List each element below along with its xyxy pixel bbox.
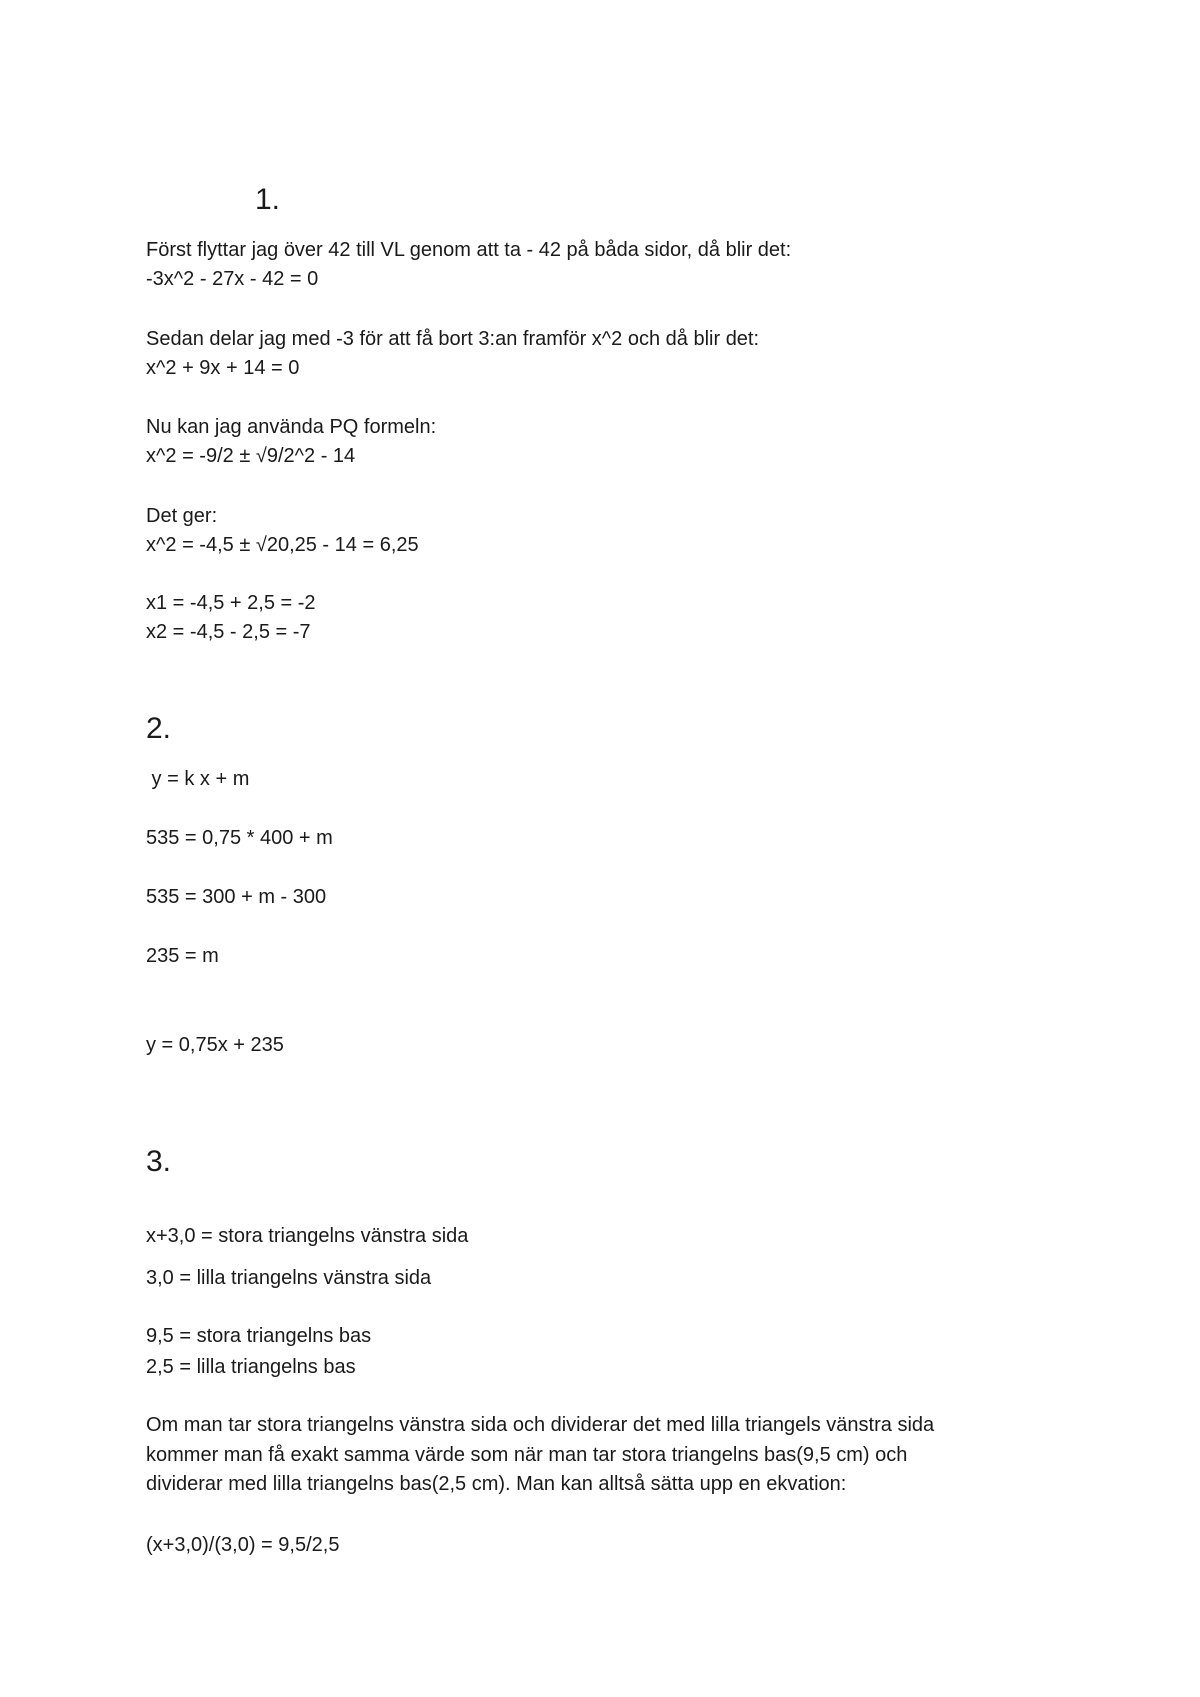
- section-1-line: Nu kan jag använda PQ formeln:: [146, 416, 437, 438]
- section-1-line: Först flyttar jag över 42 till VL genom att ta - 42 på båda sidor, då blir det:: [146, 239, 792, 261]
- section-2-heading: 2.: [146, 712, 172, 745]
- section-2-line: 535 = 300 + m - 300: [146, 886, 327, 908]
- section-3-line: 3,0 = lilla triangelns vänstra sida: [146, 1267, 432, 1289]
- section-3-line: Om man tar stora triangelns vänstra sida och dividerar det med lilla triangels vänstra sida: [146, 1414, 935, 1436]
- section-2-line: y = 0,75x + 235: [146, 1034, 284, 1056]
- section-2-line: 535 = 0,75 * 400 + m: [146, 827, 333, 849]
- section-3-line: 9,5 = stora triangelns bas: [146, 1325, 372, 1347]
- section-1-line: Det ger:: [146, 505, 218, 527]
- section-1-line: x^2 + 9x + 14 = 0: [146, 357, 300, 379]
- section-1-line: x^2 = -4,5 ± √20,25 - 14 = 6,25: [146, 534, 419, 556]
- section-3-line: 2,5 = lilla triangelns bas: [146, 1356, 356, 1378]
- section-1-line: x2 = -4,5 - 2,5 = -7: [146, 621, 311, 643]
- section-1-line: -3x^2 - 27x - 42 = 0: [146, 268, 319, 290]
- section-3-heading: 3.: [146, 1145, 172, 1178]
- section-3-line: (x+3,0)/(3,0) = 9,5/2,5: [146, 1534, 340, 1556]
- section-2-line: 235 = m: [146, 945, 219, 967]
- section-1-line: x1 = -4,5 + 2,5 = -2: [146, 592, 316, 614]
- section-3-line: x+3,0 = stora triangelns vänstra sida: [146, 1225, 469, 1247]
- section-1-line: x^2 = -9/2 ± √9/2^2 - 14: [146, 445, 356, 467]
- section-3-line: kommer man få exakt samma värde som när man tar stora triangelns bas(9,5 cm) och: [146, 1444, 908, 1466]
- section-3-line: dividerar med lilla triangelns bas(2,5 cm). Man kan alltså sätta upp en ekvation:: [146, 1473, 847, 1495]
- section-2-line: y = k x + m: [146, 768, 250, 790]
- section-1-heading: 1.: [255, 183, 281, 216]
- section-1-line: Sedan delar jag med -3 för att få bort 3:an framför x^2 och då blir det:: [146, 328, 760, 350]
